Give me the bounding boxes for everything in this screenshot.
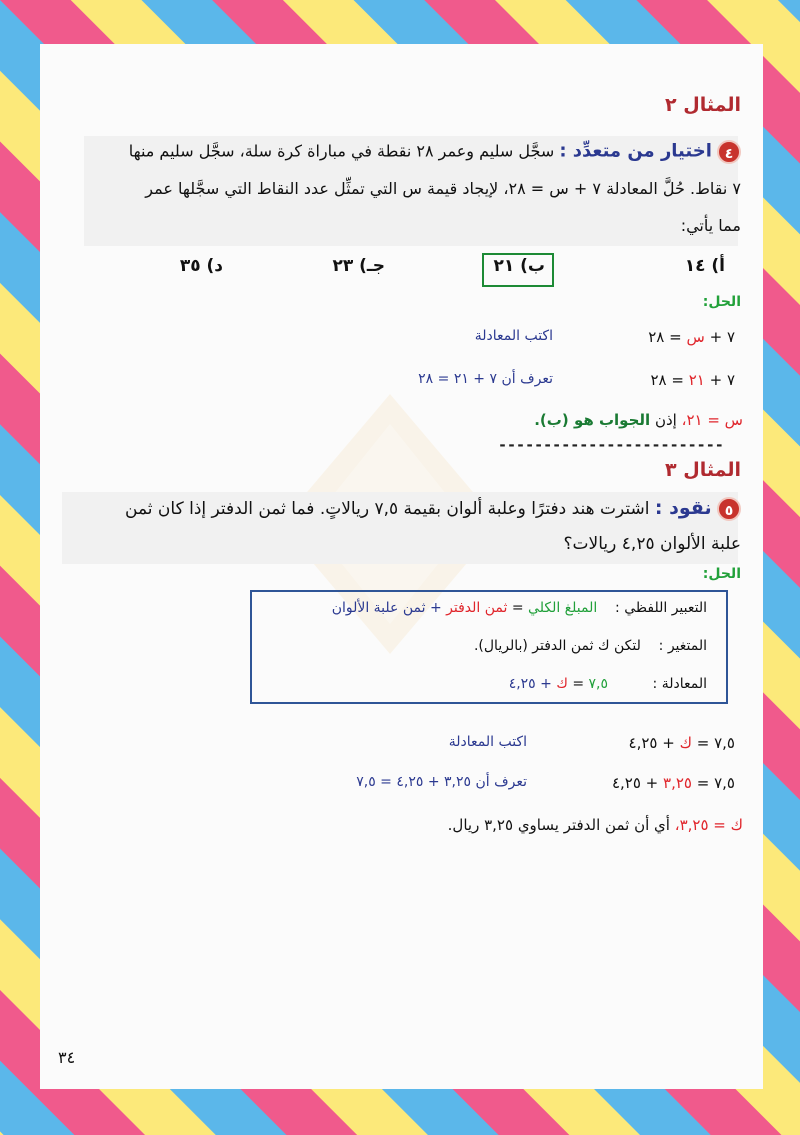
frame-row-3 [509,676,707,692]
equation-variable: ك [679,734,692,752]
divider: ------------------------- [498,436,724,454]
question-text-line: علبة الألوان ٤,٢٥ ريالات؟ [563,534,741,554]
equation-variable: س [686,328,705,346]
total-amount-term: المبلغ الكلي [528,600,598,616]
step-note: تعرف أن ٣,٢٥ + ٤,٢٥ = ٧,٥ [356,774,527,790]
step-note: اكتب المعادلة [448,734,527,750]
equation-total: ٧,٥ [588,676,609,692]
equation-term: + ٤,٢٥ [508,676,552,692]
question-2-line-1 [129,140,741,164]
example-3-title: المثال ٣ [665,459,741,481]
equation-part: = ٢٨ [648,328,682,346]
equation-step-2 [612,774,735,792]
option-a: أ) ١٤ [684,256,725,276]
question-text-line: مما يأتي: [680,216,741,235]
frame-label: المتغير : [658,638,707,654]
conclusion-2 [534,411,743,429]
frame-text: لتكن ك ثمن الدفتر (بالريال). [473,638,641,654]
equation-variable: ك [556,676,568,692]
frame-row-1 [332,600,707,616]
equation-step-1 [648,328,735,346]
equation-part: = ٢٨ [650,371,684,389]
equation-value: ٢١ [688,371,705,389]
notebook-price-term: ثمن الدفتر [446,600,508,616]
equation-part: ٧,٥ = [696,734,735,752]
option-c: جـ) ٢٣ [332,256,385,276]
question-heading: نقود : [654,497,712,519]
solution-label: الحل: [702,294,741,310]
equation-step-1 [629,734,735,752]
conclusion-answer: الجواب هو (ب). [534,411,651,429]
conclusion-text: إذن [654,411,677,429]
frame-label: المعادلة : [652,676,707,692]
solution-label: الحل: [702,566,741,582]
conclusion-3 [448,816,743,834]
frame-label: التعبير اللفظي : [615,600,707,616]
step-note: اكتب المعادلة [474,328,553,344]
question-number-badge: ٤ [717,140,741,164]
equation-part: ٧ + [709,371,735,389]
conclusion-variable: س = ٢١، [681,411,743,429]
conclusion-text: أي أن ثمن الدفتر يساوي ٣,٢٥ ريال. [447,816,670,834]
equation-part: + ٤,٢٥ [628,734,675,752]
question-3-line-1 [125,497,741,521]
equation-part: ٧ + [709,328,735,346]
example-2-title: المثال ٢ [665,94,741,116]
page-sheet [40,44,763,1089]
question-number-badge: ٥ [717,497,741,521]
step-note: تعرف أن ٧ + ٢١ = ٢٨ [418,371,553,387]
option-b: ب) ٢١ [493,256,545,276]
question-text-line: اشترت هند دفترًا وعلبة ألوان بقيمة ٧,٥ ريالاتٍ. فما ثمن الدفتر إذا كان ثمن [125,499,650,519]
frame-row-2 [474,638,707,654]
question-text-line: ٧ نقاط. حُلَّ المعادلة ٧ + س = ٢٨، لإيجاد قيمة س التي تمثِّل عدد النقاط التي سجَّلها عمر [145,179,741,198]
conclusion-variable: ك = ٣,٢٥، [674,816,743,834]
question-text-line: سجَّل سليم وعمر ٢٨ نقطة في مباراة كرة سلة، سجَّل سليم منها [128,141,555,161]
equation-value: ٣,٢٥ [663,774,692,792]
equals-sign: = [511,600,524,616]
equation-part: + ٤,٢٥ [611,774,659,792]
colors-box-price-term: + ثمن علبة الألوان [331,600,442,616]
page-number: ٣٤ [58,1048,76,1067]
equation-part: ٧,٥ = [696,774,735,792]
option-d: د) ٣٥ [179,256,223,276]
equals-sign: = [572,676,585,692]
question-heading: اختيار من متعدِّد : [559,140,712,162]
equation-step-2 [650,371,735,389]
